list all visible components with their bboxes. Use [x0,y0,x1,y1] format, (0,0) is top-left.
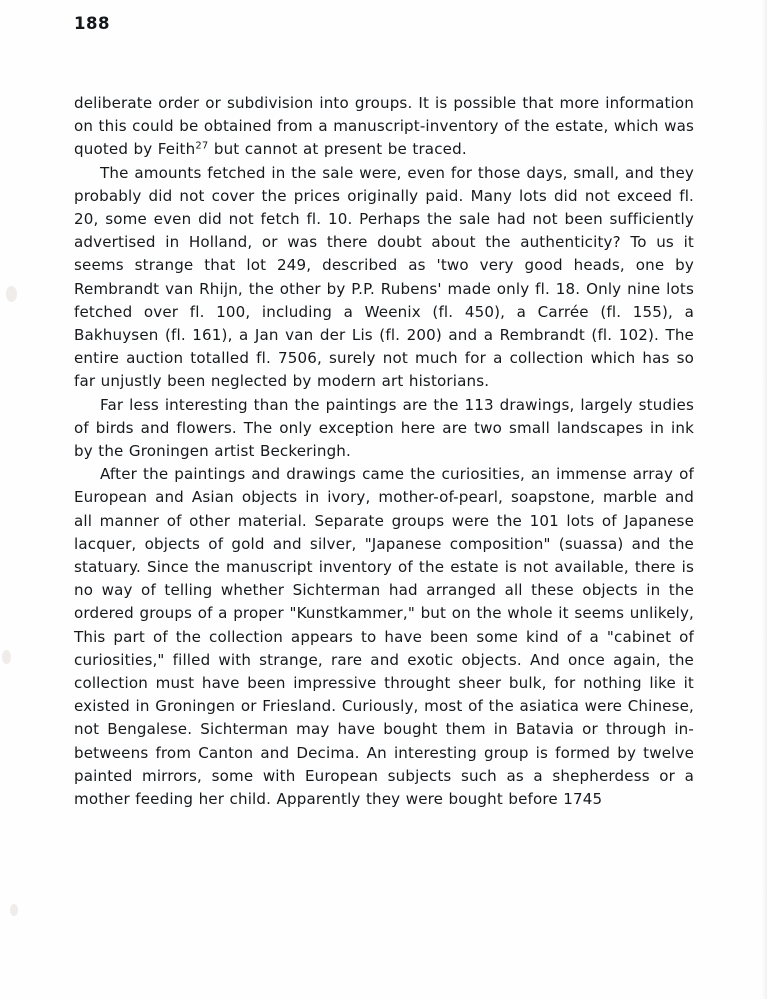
paragraph-1-text: deliberate order or subdivision into groups. It is possible that more information on this could be obtained from a manuscript-inventory of the estate, which was quoted by Feith [74,94,694,159]
paragraph-4: After the paintings and drawings came the curiosities, an immense array of European and Asian objects in ivory, mother-of-pearl, soapstone, marble and all manner of other material. Separate groups were the 101 lots of Japanese lacquer, objects of gold and silver, "Japanese composition" (suassa) and the statuary. Since the manuscript inventory of the estate is not available, there is no way of telling whether Sichterman had arranged all these objects in the ordered groups of a proper "Kunstkammer," but on the whole it seems unlikely, This part of the collection appears to have been some kind of a "cabinet of curiosities," filled with strange, rare and exotic objects. And once again, the collection must have been impressive throught sheer bulk, for nothing like it existed in Groningen or Friesland. Curiously, most of the asiatica were Chinese, not Bengalese. Sichterman may have bought them in Batavia or through in- betweens from Canton and Decima. An interesting group is formed by twelve painted mirrors, some with European subjects such as a shepherdess or a mother feeding her child. Apparently they were bought before 1745 [74,465,694,809]
page-number: 188 [74,14,110,33]
scan-artifact [6,286,17,302]
scan-artifact [10,904,18,916]
page-edge-shadow [762,0,767,999]
paragraph-2: The amounts fetched in the sale were, even for those days, small, and they probably did not cover the prices originally paid. Many lots did not exceed fl. 20, some even did not fetch fl. 10. Perhaps the sale had not been sufficiently advertised in Holland, or was there doubt about the authenticity? To us it seems strange that lot 249, described as 'two very good heads, one by Rembrandt van Rhijn, the other by P.P. Rubens' made only fl. 18. Only nine lots fetched over fl. 100, including a Weenix (fl. 450), a Carrée (fl. 155), a Bakhuysen (fl. 161), a Jan van der Lis (fl. 200) and a Rembrandt (fl. 102). The entire auction totalled fl. 7506, surely not much for a collection which has so far unjustly been neglected by modern art historians. [74,163,694,391]
paragraph-1-text-after: but cannot at present be traced. [208,140,467,159]
page-body-text [74,92,694,811]
paragraph-1 [74,92,694,162]
footnote-marker-27: 27 [195,140,209,152]
paragraph-3: Far less interesting than the paintings are the 113 drawings, largely studies of birds and flowers. The only exception here are two small landscapes in ink by the Groningen artist Beckeringh. [74,395,694,461]
scan-artifact [2,650,11,664]
